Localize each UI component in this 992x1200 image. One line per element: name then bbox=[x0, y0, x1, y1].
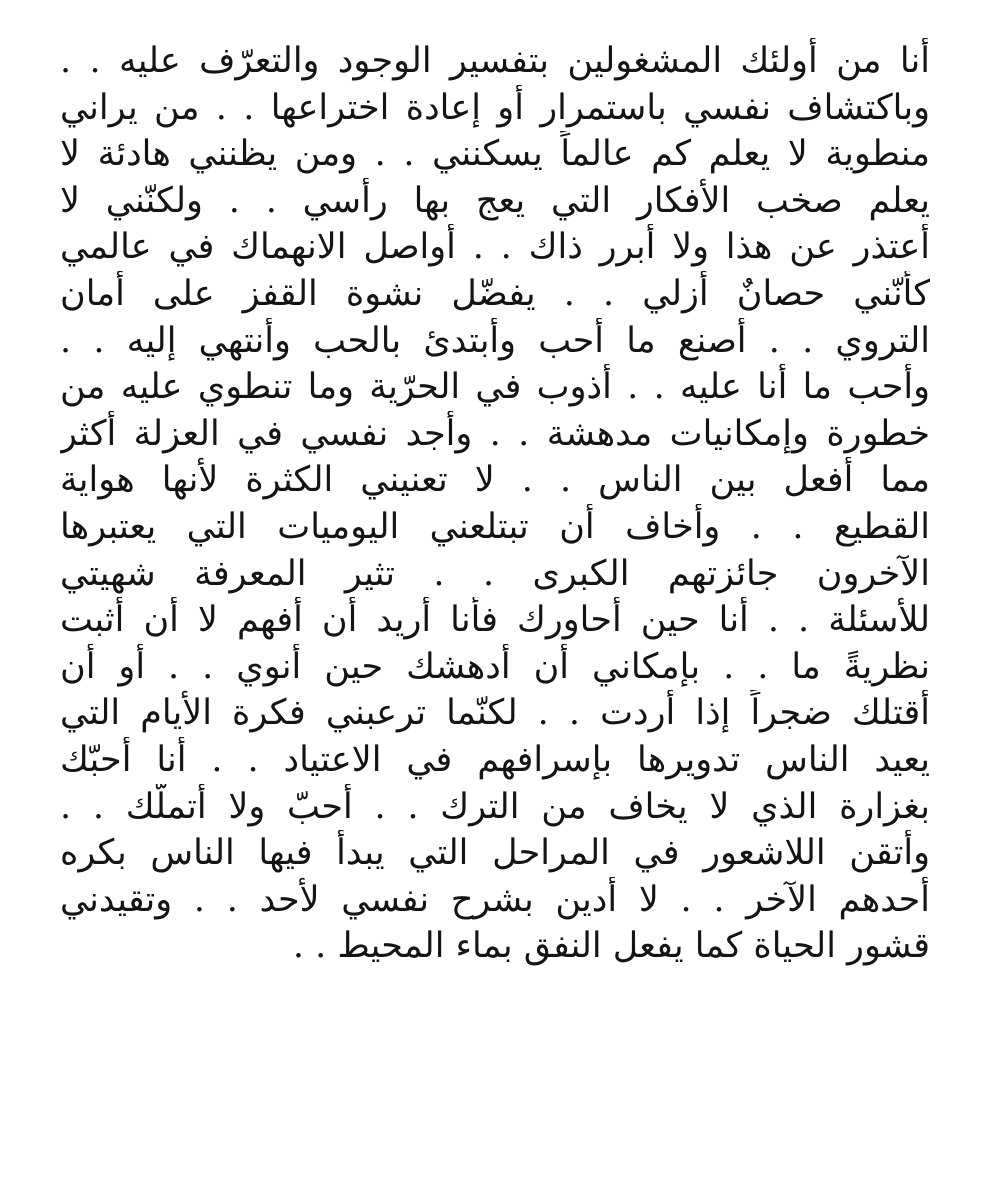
text-line: نظريةً ما . . بإمكاني أن أدهشك حين أنوي . . أو أن bbox=[60, 646, 930, 687]
text-line: أنا من أولئك المشغولين بتفسير الوجود والتعرّف عليه . . bbox=[60, 41, 930, 81]
text-line: أعتذر عن هذا ولا أبرر ذاك . . أواصل الانهماك في عالمي bbox=[60, 227, 930, 268]
text-line: أقتلك ضجراً إذا أردت . . لكنّما ترعبني فكرة الأيام التي bbox=[60, 693, 930, 734]
text-line: للأسئلة . . أنا حين أحاورك فأنا أريد أن أفهم لا أن أثبت bbox=[60, 600, 930, 641]
text-line: وأحب ما أنا عليه . . أذوب في الحرّية وما تنطوي عليه من bbox=[60, 367, 930, 408]
text-line: وأتقن اللاشعور في المراحل التي يبدأ فيها الناس بكره bbox=[60, 833, 930, 874]
text-line: القطيع . . وأخاف أن تبتلعني اليوميات التي يعتبرها bbox=[60, 506, 930, 547]
text-line: التروي . . أصنع ما أحب وأبتدئ بالحب وأنتهي إليه . . bbox=[60, 320, 930, 361]
text-line: يعيد الناس تدويرها بإسرافهم في الاعتياد . . أنا أحبّك bbox=[60, 739, 930, 780]
text-line: بغزارة الذي لا يخاف من الترك . . أحبّ ولا أتملّك . . bbox=[60, 786, 930, 827]
text-line: يعلم صخب الأفكار التي يعج بها رأسي . . ولكنّني لا bbox=[60, 180, 930, 221]
text-line: مما أفعل بين الناس . . لا تعنيني الكثرة لأنها هواية bbox=[60, 460, 930, 501]
text-line: وباكتشاف نفسي باستمرار أو إعادة اختراعها . . من يراني bbox=[60, 87, 930, 128]
text-line: منطوية لا يعلم كم عالماً يسكنني . . ومن يظنني هادئة لا bbox=[60, 134, 930, 175]
text-line-last: قشور الحياة كما يفعل النفق بماء المحيط . . bbox=[292, 926, 930, 967]
text-line: أحدهم الآخر . . لا أدين بشرح نفسي لأحد . . وتقيدني bbox=[60, 879, 930, 920]
text-line: كأنّني حصانٌ أزلي . . يفضّل نشوة القفز على أمان bbox=[60, 273, 930, 314]
text-line: الآخرون جائزتهم الكبرى . . تثير المعرفة شهيتي bbox=[60, 553, 930, 594]
arabic-text-passage bbox=[60, 38, 930, 970]
text-line: خطورة وإمكانيات مدهشة . . وأجد نفسي في العزلة أكثر bbox=[60, 413, 930, 454]
